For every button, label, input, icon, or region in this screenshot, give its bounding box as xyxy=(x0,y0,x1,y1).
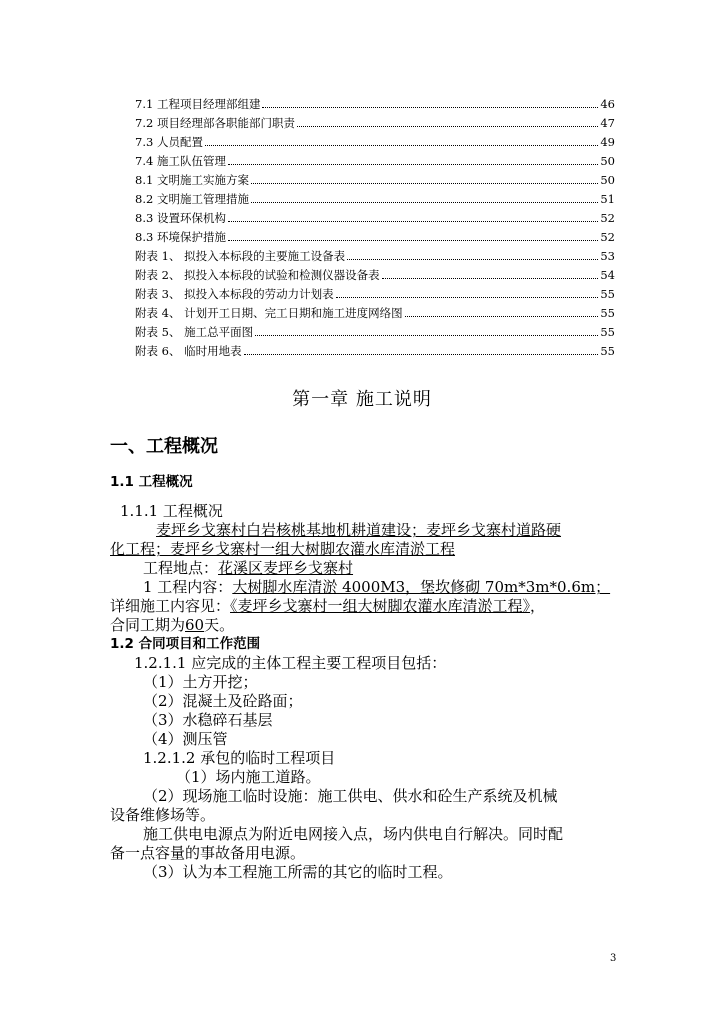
toc-leader-dots xyxy=(205,145,598,146)
toc-entry-page: 55 xyxy=(600,287,615,301)
body-text xyxy=(110,502,616,882)
project-name-line-2: 化工程；麦坪乡戈寨村一组大树脚农灌水库清淤工程 xyxy=(110,540,456,558)
toc-entry-title: 8.1 文明施工实施方案 xyxy=(135,173,249,187)
toc-entry-page: 46 xyxy=(600,97,615,111)
toc-entry-page: 51 xyxy=(600,192,615,206)
detail-line: 详细施工内容见：《麦坪乡戈寨村一组大树脚农灌水库清淤工程》， xyxy=(110,597,546,615)
toc-entry-page: 49 xyxy=(600,135,615,149)
power-line-1: 施工供电电源点为附近电网接入点，场内供电自行解决。同时配 xyxy=(143,825,564,843)
toc-entry-page: 53 xyxy=(600,249,615,263)
toc-entry-title: 附表 1、 拟投入本标段的主要施工设备表 xyxy=(135,249,346,263)
toc-entry[interactable] xyxy=(135,171,615,190)
toc-entry-title: 8.3 设置环保机构 xyxy=(135,211,226,225)
toc-leader-dots xyxy=(251,183,598,184)
toc-entry[interactable] xyxy=(135,323,615,342)
temp-item-2-line-2: 设备维修场等。 xyxy=(110,806,216,824)
toc-leader-dots xyxy=(405,316,599,317)
toc-entry[interactable] xyxy=(135,285,615,304)
toc-entry[interactable] xyxy=(135,209,615,228)
table-of-contents xyxy=(135,95,615,361)
subsection-1-2-1-1: 1.2.1.1 应完成的主体工程主要工程项目包括： xyxy=(134,654,447,672)
power-line-2: 备一点容量的事故备用电源。 xyxy=(110,844,306,862)
toc-entry-page: 47 xyxy=(600,116,615,130)
toc-entry-page: 52 xyxy=(600,211,615,225)
toc-entry-title: 7.4 施工队伍管理 xyxy=(135,154,226,168)
section-heading-1-1: 1.1 工程概况 xyxy=(110,474,193,490)
toc-entry-title: 7.3 人员配置 xyxy=(135,135,203,149)
section-heading-1: 一、工程概况 xyxy=(110,436,218,457)
toc-leader-dots xyxy=(251,202,598,203)
list-item-2: （2）混凝土及砼路面； xyxy=(143,692,303,710)
toc-entry-page: 55 xyxy=(600,344,615,358)
toc-entry[interactable] xyxy=(135,114,615,133)
page-number: 3 xyxy=(610,953,617,964)
toc-leader-dots xyxy=(228,221,598,222)
project-name-line-1: 麦坪乡戈寨村白岩核桃基地机耕道建设；麦坪乡戈寨村道路硬 xyxy=(156,521,562,539)
toc-leader-dots xyxy=(382,278,599,279)
toc-entry-page: 50 xyxy=(600,154,615,168)
toc-entry-title: 附表 3、 拟投入本标段的劳动力计划表 xyxy=(135,287,334,301)
temp-item-2-line-1: （2）现场施工临时设施：施工供电、供水和砼生产系统及机械 xyxy=(143,787,558,805)
section-heading-1-2: 1.2 合同项目和工作范围 xyxy=(110,636,261,652)
toc-entry-title: 8.2 文明施工管理措施 xyxy=(135,192,249,206)
temp-item-3: （3）认为本工程施工所需的其它的临时工程。 xyxy=(143,863,453,881)
toc-leader-dots xyxy=(336,297,599,298)
list-item-3: （3）水稳碎石基层 xyxy=(143,711,273,729)
chapter-title: 第一章 施工说明 xyxy=(292,389,432,410)
toc-entry-title: 附表 2、 拟投入本标段的试验和检测仪器设备表 xyxy=(135,268,380,282)
toc-entry-page: 52 xyxy=(600,230,615,244)
location-line: 工程地点：花溪区麦坪乡戈寨村 xyxy=(143,559,354,577)
toc-entry-title: 7.1 工程项目经理部组建 xyxy=(135,97,261,111)
toc-leader-dots xyxy=(228,240,598,241)
toc-leader-dots xyxy=(255,335,598,336)
toc-leader-dots xyxy=(347,259,598,260)
toc-entry-title: 8.3 环境保护措施 xyxy=(135,230,226,244)
temp-item-1: （1）场内施工道路。 xyxy=(176,768,321,786)
content-line: 1 工程内容：大树脚水库清淤 4000M3，堡坎修砌 70m*3m*0.6m； xyxy=(143,578,611,596)
toc-entry[interactable] xyxy=(135,266,615,285)
list-item-1: （1）土方开挖； xyxy=(143,673,258,691)
toc-entry[interactable] xyxy=(135,228,615,247)
toc-leader-dots xyxy=(297,126,598,127)
toc-leader-dots xyxy=(228,164,598,165)
toc-leader-dots xyxy=(262,107,598,108)
toc-entry-title: 附表 6、 临时用地表 xyxy=(135,344,242,358)
toc-entry[interactable] xyxy=(135,133,615,152)
toc-entry[interactable] xyxy=(135,304,615,323)
toc-entry[interactable] xyxy=(135,342,615,361)
subsection-1-2-1-2: 1.2.1.2 承包的临时工程项目 xyxy=(143,749,336,767)
toc-entry-page: 54 xyxy=(600,268,615,282)
toc-entry-title: 附表 4、 计划开工日期、完工日期和施工进度网络图 xyxy=(135,306,403,320)
subsection-1-1-1: 1.1.1 工程概况 xyxy=(120,502,223,520)
toc-entry-title: 附表 5、 施工总平面图 xyxy=(135,325,254,339)
toc-entry[interactable] xyxy=(135,190,615,209)
toc-entry[interactable] xyxy=(135,152,615,171)
toc-entry-title: 7.2 项目经理部各职能部门职责 xyxy=(135,116,295,130)
toc-leader-dots xyxy=(244,354,599,355)
period-line: 合同工期为60天。 xyxy=(110,616,235,634)
toc-entry-page: 55 xyxy=(600,306,615,320)
toc-entry-page: 50 xyxy=(600,173,615,187)
toc-entry[interactable] xyxy=(135,247,615,266)
toc-entry-page: 55 xyxy=(600,325,615,339)
list-item-4: （4）测压管 xyxy=(143,730,228,748)
toc-entry[interactable] xyxy=(135,95,615,114)
